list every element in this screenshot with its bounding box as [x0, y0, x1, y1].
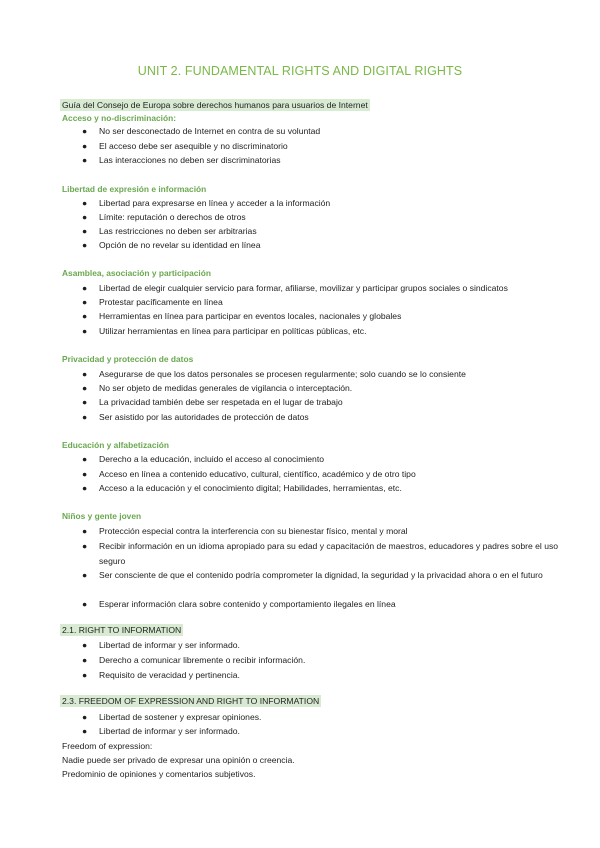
- bullet-icon: ●: [82, 283, 88, 293]
- body-text: Nadie puede ser privado de expresar una opinión o creencia.: [62, 755, 295, 765]
- list-item: Las interacciones no deben ser discriminatorias: [99, 155, 281, 165]
- list-item: Protestar pacíficamente en línea: [99, 297, 223, 307]
- bullet-icon: ●: [82, 141, 88, 151]
- bullet-icon: ●: [82, 212, 88, 222]
- list-item: La privacidad también debe ser respetada en el lugar de trabajo: [99, 397, 343, 407]
- list-item: Esperar información clara sobre contenido y comportamiento ilegales en línea: [99, 599, 396, 609]
- section-heading: Privacidad y protección de datos: [62, 354, 194, 364]
- list-item: Libertad de sostener y expresar opiniones.: [99, 712, 262, 722]
- bullet-icon: ●: [82, 570, 88, 580]
- bullet-icon: ●: [82, 383, 88, 393]
- section-heading: Acceso y no-discriminación:: [62, 113, 177, 123]
- list-item: Libertad de elegir cualquier servicio para formar, afiliarse, movilizar y participar grupos sociales o sindicatos: [99, 283, 508, 293]
- bullet-icon: ●: [82, 670, 88, 680]
- section-heading: Niños y gente joven: [62, 511, 142, 521]
- list-item: Derecho a la educación, incluido el acceso al conocimiento: [99, 454, 325, 464]
- list-item: Requisito de veracidad y pertinencia.: [99, 670, 240, 680]
- bullet-icon: ●: [82, 155, 88, 165]
- list-item: Acceso en línea a contenido educativo, cultural, científico, académico y de otro tipo: [99, 469, 416, 479]
- bullet-icon: ●: [82, 712, 88, 722]
- bullet-icon: ●: [82, 369, 88, 379]
- list-item: Recibir información en un idioma apropiado para su edad y capacitación de maestros, educadores y padres sobre el uso seguro: [99, 541, 559, 566]
- bullet-icon: ●: [82, 412, 88, 422]
- section-heading: Educación y alfabetización: [62, 440, 170, 450]
- list-item: El acceso debe ser asequible y no discriminatorio: [99, 141, 288, 151]
- guide-title: [62, 100, 370, 111]
- list-item: Límite: reputación o derechos de otros: [99, 212, 246, 222]
- list-item: No ser objeto de medidas generales de vigilancia o interceptación.: [99, 383, 353, 393]
- list-item: Protección especial contra la interferencia con su bienestar físico, mental y moral: [99, 526, 408, 536]
- bullet-icon: ●: [82, 541, 88, 551]
- bullet-icon: ●: [82, 311, 88, 321]
- list-item: Opción de no revelar su identidad en línea: [99, 240, 261, 250]
- list-item: Libertad de informar y ser informado.: [99, 726, 240, 736]
- page-title: UNIT 2. FUNDAMENTAL RIGHTS AND DIGITAL RIGHTS: [137, 64, 463, 78]
- bullet-icon: ●: [82, 226, 88, 236]
- section-heading: Asamblea, asociación y participación: [62, 268, 211, 278]
- section-2-3-heading-text: 2.3. FREEDOM OF EXPRESSION AND RIGHT TO INFORMATION: [62, 696, 320, 706]
- list-item: Derecho a comunicar libremente o recibir información.: [99, 655, 306, 665]
- section-heading: Libertad de expresión e información: [62, 184, 207, 194]
- body-text: Predominio de opiniones y comentarios subjetivos.: [62, 769, 256, 779]
- body-text: Freedom of expression:: [62, 741, 153, 751]
- bullet-icon: ●: [82, 326, 88, 336]
- list-item: Las restricciones no deben ser arbitrarias: [99, 226, 257, 236]
- bullet-icon: ●: [82, 454, 88, 464]
- bullet-icon: ●: [82, 526, 88, 536]
- list-item: Ser asistido por las autoridades de protección de datos: [99, 412, 309, 422]
- section-2-1-heading-text: 2.1. RIGHT TO INFORMATION: [62, 625, 182, 635]
- list-item: Libertad para expresarse en línea y acceder a la información: [99, 198, 331, 208]
- bullet-icon: ●: [82, 655, 88, 665]
- list-item: Utilizar herramientas en línea para participar en políticas públicas, etc.: [99, 326, 367, 336]
- list-item: Herramientas en línea para participar en eventos locales, nacionales y globales: [99, 311, 402, 321]
- bullet-icon: ●: [82, 397, 88, 407]
- bullet-icon: ●: [82, 198, 88, 208]
- section-2-3-heading: [62, 696, 321, 707]
- list-item: No ser desconectado de Internet en contra de su voluntad: [99, 126, 321, 136]
- bullet-icon: ●: [82, 483, 88, 493]
- list-item: Libertad de informar y ser informado.: [99, 640, 240, 650]
- section-2-1-heading: [62, 625, 183, 636]
- list-item: Acceso a la educación y el conocimiento digital; Habilidades, herramientas, etc.: [99, 483, 402, 493]
- list-item: Asegurarse de que los datos personales se procesen regularmente; solo cuando se lo consiente: [99, 369, 466, 379]
- bullet-icon: ●: [82, 240, 88, 250]
- bullet-icon: ●: [82, 640, 88, 650]
- bullet-icon: ●: [82, 297, 88, 307]
- bullet-icon: ●: [82, 126, 88, 136]
- bullet-icon: ●: [82, 726, 88, 736]
- bullet-icon: ●: [82, 469, 88, 479]
- list-item: Ser consciente de que el contenido podría comprometer la dignidad, la seguridad y la privacidad ahora o en el futuro: [99, 570, 543, 580]
- bullet-icon: ●: [82, 599, 88, 609]
- guide-title-text: Guía del Consejo de Europa sobre derechos humanos para usuarios de Internet: [62, 100, 368, 110]
